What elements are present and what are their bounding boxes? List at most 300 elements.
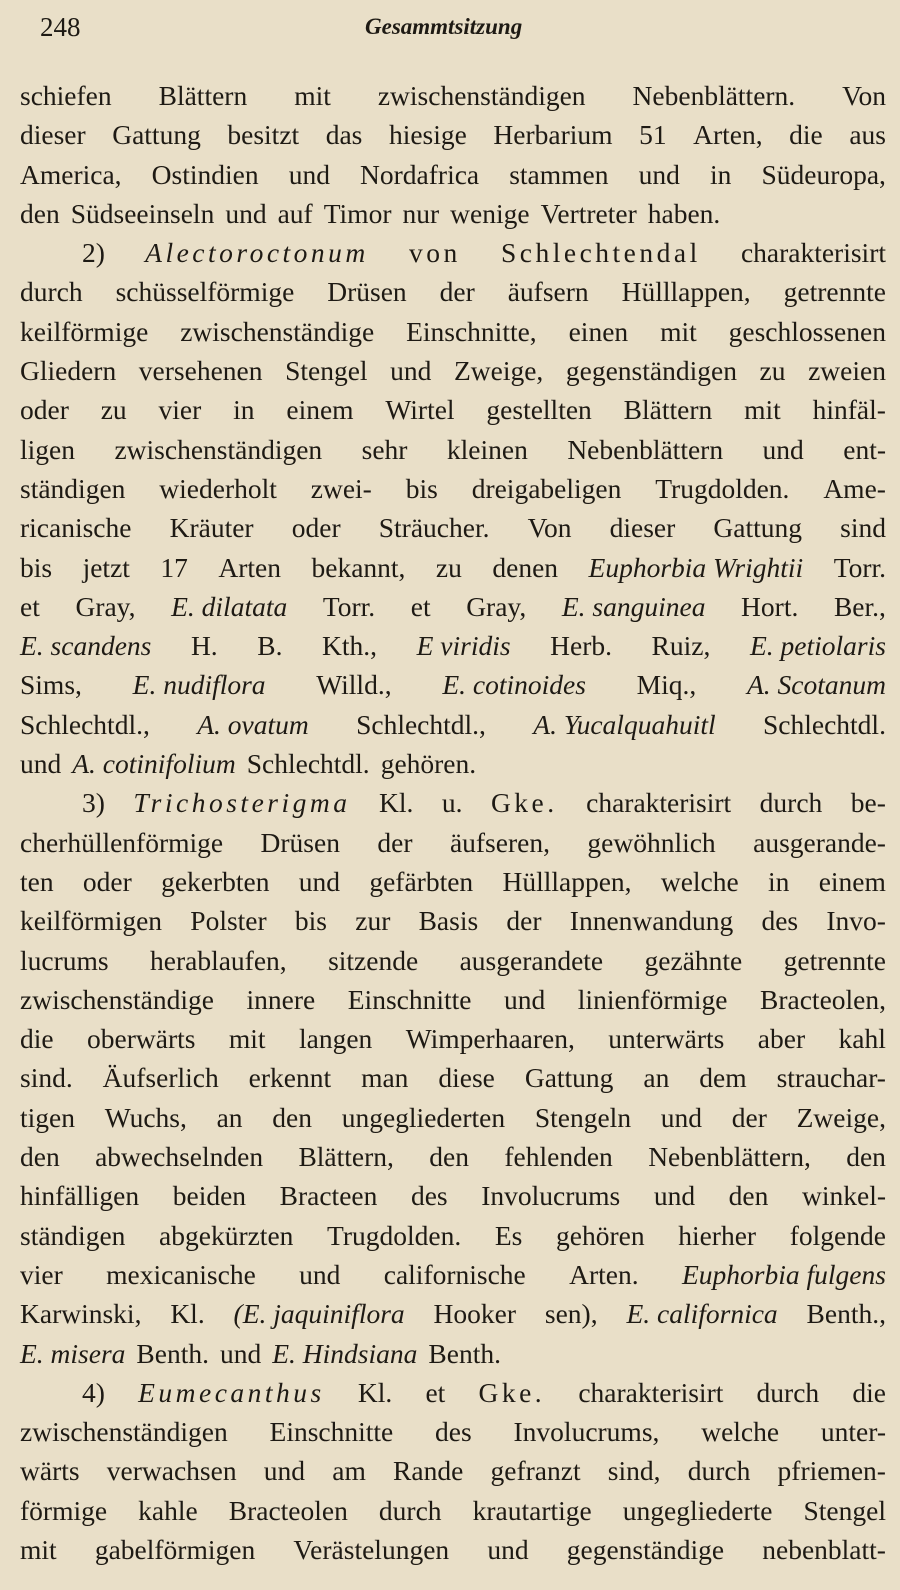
word: gehören bbox=[556, 1219, 645, 1251]
text-line bbox=[20, 980, 886, 1019]
word: zwischenständigen bbox=[377, 80, 586, 111]
word: Vertreter bbox=[540, 197, 637, 229]
word: Eumecanthus bbox=[138, 1376, 325, 1408]
word: denen bbox=[492, 551, 559, 583]
word: Gray, bbox=[75, 590, 136, 622]
word: Stengel bbox=[803, 1494, 886, 1526]
word: Polster bbox=[190, 905, 267, 937]
word: durch bbox=[759, 787, 823, 819]
word: 3) bbox=[82, 787, 105, 819]
word: Nordafrica bbox=[360, 158, 480, 190]
word: Einschnitte, bbox=[406, 315, 537, 347]
word: Timor bbox=[323, 197, 392, 229]
word: E. nudiflora bbox=[132, 669, 266, 701]
word: E. Hindsiana bbox=[272, 1337, 418, 1369]
word: welche bbox=[701, 1416, 780, 1448]
word: erkennt bbox=[248, 1062, 332, 1094]
word: durch bbox=[20, 276, 83, 308]
word: Benth. bbox=[136, 1337, 209, 1369]
word: A. Yucalquahuitl bbox=[533, 708, 716, 740]
word: durch bbox=[756, 1376, 820, 1408]
text-line bbox=[20, 1412, 886, 1451]
word: Wimperhaaren, bbox=[405, 1023, 575, 1055]
word: E. californica bbox=[626, 1298, 778, 1330]
word: Schlechtdl., bbox=[20, 708, 150, 740]
word: Gray, bbox=[466, 590, 527, 622]
text-line bbox=[20, 665, 886, 704]
word: Ruiz, bbox=[651, 630, 711, 662]
word: am bbox=[332, 1455, 366, 1487]
word: Sträucher. bbox=[378, 512, 490, 544]
word: E. sanguinea bbox=[561, 590, 706, 622]
text-line bbox=[20, 1451, 886, 1490]
word: Kräuter bbox=[169, 512, 254, 544]
text-line bbox=[20, 1098, 886, 1137]
word: Drüsen bbox=[327, 276, 407, 308]
word: Zweige, bbox=[453, 355, 544, 387]
word: keilförmigen bbox=[20, 905, 163, 937]
word: keilförmige bbox=[20, 315, 149, 347]
word: Gattung bbox=[524, 1062, 614, 1094]
word: gewöhnlich bbox=[587, 826, 716, 858]
text-line bbox=[20, 1137, 886, 1176]
word: haben. bbox=[647, 197, 721, 229]
word: A. ovatum bbox=[197, 708, 309, 740]
word: diese bbox=[438, 1062, 495, 1094]
word: Von bbox=[527, 512, 572, 544]
word: Schlechtdl. bbox=[762, 708, 886, 740]
word: und bbox=[263, 1455, 306, 1487]
word: das bbox=[325, 119, 363, 151]
word: dieser bbox=[609, 512, 676, 544]
word: besitzt bbox=[227, 119, 300, 151]
word: des bbox=[410, 1180, 448, 1212]
word: hinfäl- bbox=[812, 394, 886, 426]
text-line bbox=[20, 390, 886, 429]
word: den bbox=[846, 1141, 886, 1173]
word: A. Scotanum bbox=[746, 669, 886, 701]
word: zwischenständigen bbox=[20, 1416, 228, 1448]
word: und bbox=[288, 158, 330, 190]
word: bis bbox=[20, 551, 53, 583]
text-line bbox=[20, 941, 886, 980]
word: sehr bbox=[361, 433, 408, 465]
word: Nebenblättern bbox=[567, 433, 724, 465]
word: tigen bbox=[20, 1101, 75, 1133]
word: Euphorbia fulgens bbox=[681, 1258, 886, 1290]
word: oder bbox=[20, 394, 69, 426]
word: Drüsen bbox=[260, 826, 340, 858]
word: Stengeln bbox=[534, 1101, 632, 1133]
word: oder bbox=[291, 512, 341, 544]
word: unterwärts bbox=[608, 1023, 725, 1055]
word: zur bbox=[355, 905, 391, 937]
word: hierher bbox=[678, 1219, 757, 1251]
word: mexicanische bbox=[106, 1258, 256, 1290]
word: einem bbox=[818, 865, 886, 897]
word: wärts bbox=[20, 1455, 80, 1487]
word: Hülllappen, bbox=[621, 276, 751, 308]
word: Involucrums, bbox=[513, 1416, 660, 1448]
word: schiefen bbox=[20, 80, 112, 111]
word: einen bbox=[568, 315, 629, 347]
text-line bbox=[20, 901, 886, 940]
word: kahle bbox=[138, 1494, 198, 1526]
word: ausgerande- bbox=[753, 826, 886, 858]
word: Blättern bbox=[158, 80, 248, 111]
word: be- bbox=[850, 787, 886, 819]
word: getrennte bbox=[783, 944, 886, 976]
word: zwischenständigen bbox=[114, 433, 323, 465]
word: in bbox=[233, 394, 255, 426]
word: und bbox=[220, 1337, 262, 1369]
word: sind. bbox=[20, 1062, 73, 1094]
word: Rande bbox=[393, 1455, 464, 1487]
word: cherhüllenförmige bbox=[20, 826, 224, 858]
word: stammen bbox=[509, 158, 609, 190]
word: Schlechtendal bbox=[500, 237, 701, 269]
word: Hooker bbox=[433, 1298, 517, 1330]
word: abgekürzten bbox=[159, 1219, 294, 1251]
word: beiden bbox=[172, 1180, 247, 1212]
word: Ame- bbox=[823, 472, 886, 504]
word: sitzende bbox=[328, 944, 419, 976]
text-line bbox=[20, 1019, 886, 1058]
text-line bbox=[20, 1294, 886, 1333]
text-line bbox=[20, 508, 886, 547]
word: ständigen bbox=[20, 472, 126, 504]
text-line bbox=[20, 705, 886, 744]
word: und bbox=[20, 748, 62, 780]
word: ent- bbox=[843, 433, 886, 465]
word: mit bbox=[744, 394, 781, 426]
text-line bbox=[20, 1530, 886, 1569]
text-line bbox=[20, 1334, 886, 1373]
word: Bracteolen bbox=[228, 1494, 348, 1526]
word: des bbox=[435, 1416, 472, 1448]
word: Südeuropa, bbox=[761, 158, 886, 190]
word: fehlenden bbox=[504, 1141, 613, 1173]
word: zu bbox=[435, 551, 462, 583]
word: vier bbox=[158, 394, 202, 426]
word: Wuchs, bbox=[104, 1101, 187, 1133]
word: Zweige, bbox=[796, 1101, 886, 1133]
word: E. petiolaris bbox=[749, 630, 886, 662]
word: Herbarium bbox=[493, 119, 613, 151]
word: Verästelungen bbox=[293, 1533, 450, 1565]
word: aus bbox=[849, 119, 886, 151]
word: sind, bbox=[607, 1455, 661, 1487]
word: E. scandens bbox=[20, 630, 152, 662]
word: dieser bbox=[20, 119, 86, 151]
word: charakterisirt bbox=[740, 237, 886, 269]
word: und bbox=[390, 355, 432, 387]
text-line bbox=[20, 430, 886, 469]
text-line bbox=[20, 1058, 886, 1097]
word: ligen bbox=[20, 433, 75, 465]
text-line bbox=[20, 233, 886, 272]
word: Blättern bbox=[623, 394, 713, 426]
word: mit bbox=[294, 80, 331, 111]
word: gestellten bbox=[486, 394, 592, 426]
word: nur bbox=[402, 197, 440, 229]
word: zwischenständige bbox=[180, 315, 375, 347]
text-line bbox=[20, 783, 886, 822]
text-line bbox=[20, 194, 886, 233]
word: abwechselnden bbox=[95, 1141, 264, 1173]
word: Hülllappen, bbox=[502, 865, 632, 897]
word: Benth. bbox=[428, 1337, 501, 1369]
word: zwei- bbox=[310, 472, 372, 504]
word: getrennte bbox=[783, 276, 886, 308]
text-line bbox=[20, 76, 886, 115]
word: verwachsen bbox=[106, 1455, 237, 1487]
page-number: 248 bbox=[40, 12, 81, 42]
word: zu bbox=[100, 394, 127, 426]
word: Gattung bbox=[713, 512, 803, 544]
word: ausgerandete bbox=[459, 944, 604, 976]
word: und bbox=[653, 1180, 696, 1212]
word: förmige bbox=[20, 1494, 108, 1526]
word: des bbox=[761, 905, 799, 937]
word: et bbox=[20, 590, 40, 622]
text-line bbox=[20, 155, 886, 194]
word: (E. jaquiniflora bbox=[233, 1298, 405, 1330]
word: der bbox=[731, 1101, 767, 1133]
word: Einschnitte bbox=[269, 1416, 394, 1448]
word: durch bbox=[378, 1494, 442, 1526]
word: 51 bbox=[639, 119, 667, 151]
word: gezähnte bbox=[644, 944, 743, 976]
word: geschlossenen bbox=[728, 315, 886, 347]
word: ricanische bbox=[20, 512, 132, 544]
word: in bbox=[768, 865, 790, 897]
word: äufseren, bbox=[449, 826, 550, 858]
word: Von bbox=[842, 80, 886, 111]
word: E. misera bbox=[20, 1337, 126, 1369]
word: Torr. bbox=[322, 590, 376, 622]
word: welche bbox=[660, 865, 739, 897]
word: lucrums bbox=[20, 944, 109, 976]
word: Nebenblättern, bbox=[648, 1141, 811, 1173]
word: ständigen bbox=[20, 1219, 126, 1251]
word: gefärbten bbox=[369, 865, 474, 897]
word: den bbox=[429, 1141, 470, 1173]
word: versehenen bbox=[138, 355, 263, 387]
word: krautartige bbox=[472, 1494, 592, 1526]
word: gegenständigen bbox=[565, 355, 737, 387]
text-line bbox=[20, 1216, 886, 1255]
word: Hort. bbox=[741, 590, 799, 622]
word: Bracteen bbox=[279, 1180, 378, 1212]
word: und bbox=[660, 1101, 703, 1133]
word: Kl. bbox=[170, 1298, 205, 1330]
word: und bbox=[504, 983, 546, 1015]
word: einem bbox=[286, 394, 354, 426]
word: und bbox=[299, 1258, 341, 1290]
word: Einschnitte bbox=[347, 983, 472, 1015]
word: u. bbox=[441, 787, 463, 819]
word: herablaufen, bbox=[150, 944, 287, 976]
word: zweien bbox=[808, 355, 886, 387]
text-line bbox=[20, 272, 886, 311]
word: Torr. bbox=[833, 551, 886, 583]
word: 2) bbox=[82, 237, 105, 269]
word: Blättern, bbox=[298, 1141, 394, 1173]
word: langen bbox=[298, 1023, 373, 1055]
word: Trichosterigma bbox=[133, 787, 351, 819]
word: ten bbox=[20, 865, 54, 897]
text-line bbox=[20, 548, 886, 587]
word: pfriemen- bbox=[777, 1455, 886, 1487]
word: Es bbox=[494, 1219, 523, 1251]
word: 17 bbox=[160, 551, 188, 583]
word: strauchar- bbox=[776, 1062, 886, 1094]
word: gabelförmigen bbox=[94, 1533, 256, 1565]
word: den bbox=[20, 197, 60, 229]
text-line bbox=[20, 1176, 886, 1215]
word: die bbox=[852, 1376, 886, 1408]
word: Herb. bbox=[550, 630, 612, 662]
word: Innenwandung bbox=[569, 905, 734, 937]
page-header bbox=[20, 0, 886, 56]
word: an bbox=[216, 1101, 243, 1133]
word: die bbox=[20, 1023, 54, 1055]
word: wiederholt bbox=[159, 472, 277, 504]
word: zu bbox=[759, 355, 786, 387]
word: und bbox=[638, 158, 680, 190]
word: ungegliederten bbox=[341, 1101, 506, 1133]
word: den bbox=[272, 1101, 312, 1133]
word: von bbox=[409, 237, 461, 269]
body-text bbox=[20, 76, 886, 1569]
running-head: Gesammtsitzung bbox=[365, 14, 523, 39]
word: den bbox=[728, 1180, 769, 1212]
word: Gke. bbox=[490, 787, 558, 819]
text-line bbox=[20, 862, 886, 901]
word: E. cotinoides bbox=[442, 669, 586, 701]
text-line bbox=[20, 1373, 886, 1412]
word: man bbox=[361, 1062, 409, 1094]
word: dreigabeligen bbox=[471, 472, 622, 504]
word: charakterisirt bbox=[586, 787, 732, 819]
word: linienförmige bbox=[577, 983, 728, 1015]
word: E viridis bbox=[416, 630, 511, 662]
word: und bbox=[225, 197, 267, 229]
word: Nebenblättern. bbox=[632, 80, 796, 111]
word: Involucrums bbox=[481, 1180, 621, 1212]
word: sen), bbox=[544, 1298, 598, 1330]
word: auf bbox=[277, 197, 313, 229]
word: E. dilatata bbox=[171, 590, 288, 622]
word: und bbox=[762, 433, 804, 465]
word: Gke. bbox=[478, 1376, 546, 1408]
word: der bbox=[506, 905, 542, 937]
word: Bracteolen, bbox=[760, 983, 886, 1015]
text-line bbox=[20, 587, 886, 626]
word: winkel- bbox=[801, 1180, 886, 1212]
text-line bbox=[20, 626, 886, 665]
word: dem bbox=[699, 1062, 747, 1094]
word: A. cotinifolium bbox=[72, 748, 236, 780]
word: in bbox=[709, 158, 732, 190]
word: et bbox=[425, 1376, 446, 1408]
text-line bbox=[20, 469, 886, 508]
word: mit bbox=[228, 1023, 266, 1055]
word: kleinen bbox=[446, 433, 528, 465]
word: die bbox=[789, 119, 823, 151]
word: innere bbox=[246, 983, 316, 1015]
word: oder bbox=[82, 865, 132, 897]
text-line bbox=[20, 1255, 886, 1294]
word: Trugdolden. bbox=[327, 1219, 462, 1251]
word: Schlechtdl. bbox=[246, 748, 370, 780]
word: hiesige bbox=[388, 119, 467, 151]
word: hinfälligen bbox=[20, 1180, 140, 1212]
word: folgende bbox=[789, 1219, 886, 1251]
word: gehören. bbox=[380, 748, 477, 780]
word: Euphorbia Wrightii bbox=[588, 551, 804, 583]
word: vier bbox=[20, 1258, 63, 1290]
word: Äufserlich bbox=[102, 1062, 219, 1094]
word: bis bbox=[294, 905, 327, 937]
word: californische bbox=[383, 1258, 526, 1290]
word: Schlechtdl., bbox=[356, 708, 486, 740]
word: Gliedern bbox=[20, 355, 117, 387]
word: oberwärts bbox=[87, 1023, 196, 1055]
word: Gattung bbox=[112, 119, 201, 151]
text-line bbox=[20, 744, 886, 783]
word: aber bbox=[757, 1023, 806, 1055]
word: Arten bbox=[218, 551, 282, 583]
word: Miq., bbox=[636, 669, 697, 701]
word: bekannt, bbox=[311, 551, 406, 583]
word: Kth., bbox=[322, 630, 378, 662]
word: Arten, bbox=[693, 119, 763, 151]
word: mit bbox=[20, 1533, 57, 1565]
word: äufsern bbox=[507, 276, 589, 308]
word: Ber., bbox=[833, 590, 886, 622]
word: America, bbox=[20, 158, 122, 190]
word: Ostindien bbox=[151, 158, 259, 190]
word: zwischenständige bbox=[20, 983, 214, 1015]
word: Trugdolden. bbox=[655, 472, 790, 504]
word: der bbox=[377, 826, 413, 858]
word: mit bbox=[660, 315, 697, 347]
word: Wirtel bbox=[385, 394, 455, 426]
word: Sims, bbox=[20, 669, 82, 701]
word: schüsselförmige bbox=[115, 276, 295, 308]
word: charakterisirt bbox=[578, 1376, 724, 1408]
text-line bbox=[20, 312, 886, 351]
word: et bbox=[410, 590, 431, 622]
word: jetzt bbox=[82, 551, 130, 583]
word: und bbox=[298, 865, 341, 897]
text-line bbox=[20, 823, 886, 862]
word: nebenblatt- bbox=[762, 1533, 886, 1565]
word: Kl. bbox=[357, 1376, 393, 1408]
word: 4) bbox=[82, 1376, 105, 1408]
word: Karwinski, bbox=[20, 1298, 142, 1330]
word: wenige bbox=[450, 197, 530, 229]
text-line bbox=[20, 115, 886, 154]
word: Arten. bbox=[569, 1258, 639, 1290]
word: unter- bbox=[820, 1416, 886, 1448]
word: Basis bbox=[418, 905, 479, 937]
text-line bbox=[20, 1491, 886, 1530]
word: Südseeinseln bbox=[70, 197, 215, 229]
word: Benth., bbox=[806, 1298, 886, 1330]
